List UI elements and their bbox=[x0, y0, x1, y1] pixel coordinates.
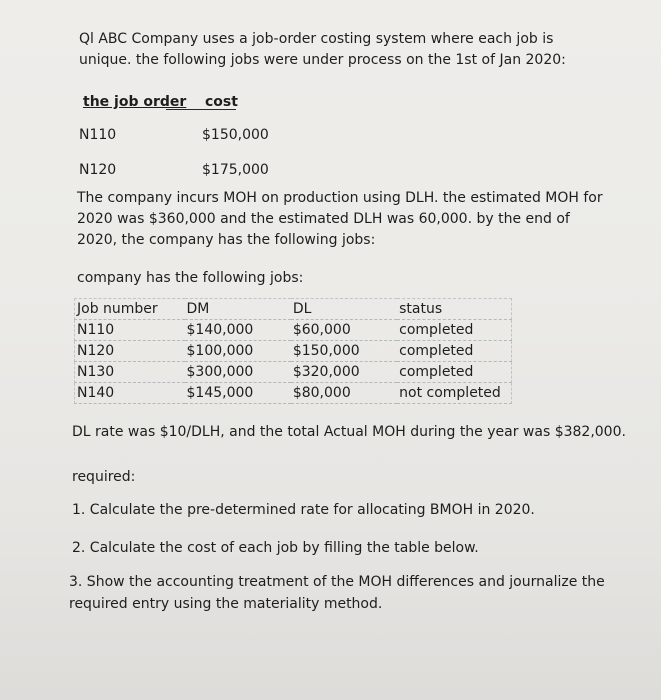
intro-paragraph: Ql ABC Company uses a job-order costing system where each job is unique. the following jobs were under process on the 1st of Jan 2020: bbox=[79, 31, 566, 68]
jobs-label: company has the following jobs: bbox=[77, 270, 304, 286]
table-cell: completed bbox=[397, 341, 511, 362]
table-cell: $80,000 bbox=[291, 383, 397, 404]
table-cell: N140 bbox=[75, 383, 185, 404]
table-cell: N110 bbox=[75, 320, 185, 341]
table-row bbox=[75, 362, 512, 383]
opening-header-job-order: the job order bbox=[83, 94, 187, 110]
dl-rate-statement: DL rate was $10/DLH, and the total Actual MOH during the year was $382,000. bbox=[72, 424, 626, 440]
question-2: 2. Calculate the cost of each job by filling the table below. bbox=[72, 540, 479, 556]
table-cell: $320,000 bbox=[291, 362, 397, 383]
table-cell: N120 bbox=[75, 341, 185, 362]
table-cell: $100,000 bbox=[185, 341, 291, 362]
table-row bbox=[75, 341, 512, 362]
table-header-job-number: Job number bbox=[75, 299, 185, 320]
table-cell: $60,000 bbox=[291, 320, 397, 341]
opening-header-cost: cost bbox=[205, 94, 238, 110]
moh-paragraph: The company incurs MOH on production using DLH. the estimated MOH for 2020 was $360,000 and the estimated DLH was 60,000. by the end of 2020, the company has the following jobs: bbox=[77, 190, 603, 248]
table-cell: $150,000 bbox=[291, 341, 397, 362]
table-header-dl: DL bbox=[291, 299, 397, 320]
table-cell: $145,000 bbox=[185, 383, 291, 404]
jobs-table bbox=[74, 298, 512, 404]
opening-row-cost: $175,000 bbox=[202, 162, 269, 178]
table-row bbox=[75, 383, 512, 404]
opening-row-job: N120 bbox=[79, 162, 117, 178]
opening-header-underline bbox=[166, 109, 236, 110]
table-cell: N130 bbox=[75, 362, 185, 383]
table-row bbox=[75, 299, 512, 320]
opening-row-cost: $150,000 bbox=[202, 127, 269, 143]
opening-row-job: N110 bbox=[79, 127, 117, 143]
table-row bbox=[75, 320, 512, 341]
table-cell: $300,000 bbox=[185, 362, 291, 383]
table-cell: not completed bbox=[397, 383, 511, 404]
required-label: required: bbox=[72, 469, 136, 485]
table-cell: completed bbox=[397, 320, 511, 341]
question-1: 1. Calculate the pre-determined rate for allocating BMOH in 2020. bbox=[72, 502, 535, 518]
question-3: 3. Show the accounting treatment of the MOH differences and journalize the required entry using the materiality method. bbox=[69, 574, 605, 612]
table-header-status: status bbox=[397, 299, 511, 320]
table-cell: $140,000 bbox=[185, 320, 291, 341]
table-header-dm: DM bbox=[185, 299, 291, 320]
table-cell: completed bbox=[397, 362, 511, 383]
